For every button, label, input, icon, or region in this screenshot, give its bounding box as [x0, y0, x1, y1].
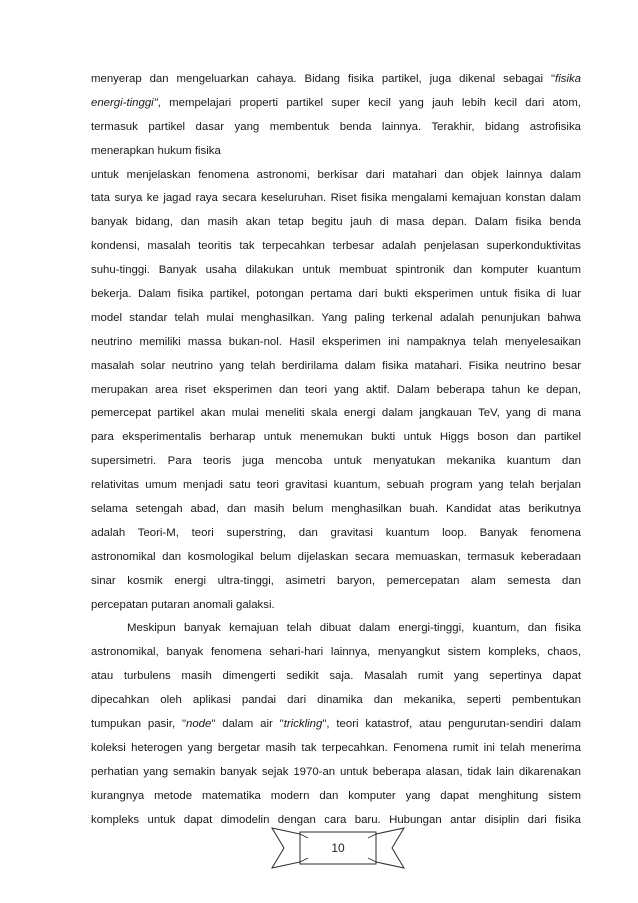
text-run: " dalam air " — [211, 718, 284, 731]
text-line — [91, 116, 581, 140]
text-run: menyerap dan mengeluarkan cahaya. Bidang fisika partikel, juga dikenal sebagai " — [91, 73, 556, 85]
text-line — [91, 570, 581, 594]
text-run: perhatian yang semakin banyak sejak 1970-an untuk beberapa alasan, tidak lain dikarenakan — [91, 765, 581, 778]
text-line — [91, 283, 581, 307]
text-line — [91, 689, 581, 713]
text-line — [91, 785, 581, 809]
text-line — [91, 546, 581, 570]
text-run: banyak bidang, dan masih akan tetap begitu jauh di masa depan. Dalam fisika benda — [91, 216, 581, 229]
text-line — [91, 68, 581, 92]
text-run: bekerja. Dalam fisika partikel, potongan pertama dari bukti eksperimen untuk fisika di luar — [91, 288, 581, 301]
page-footer — [0, 826, 638, 870]
text-line — [91, 617, 581, 641]
text-run: menerapkan hukum fisika — [91, 144, 221, 157]
text-run: atau turbulens masih dimengerti sedikit saja. Masalah rumit yang sepertinya dapat — [91, 670, 581, 683]
text-line — [91, 164, 581, 188]
text-run: neutrino memiliki massa bukan-nol. Hasil eksperimen ini nampaknya telah menyelesaikan — [91, 335, 581, 348]
text-run: astronomikal dan kosmologikal belum dijelaskan secara memuaskan, termasuk keberadaan — [91, 550, 581, 563]
text-line — [91, 211, 581, 235]
text-line — [91, 355, 581, 379]
text-line — [91, 737, 581, 761]
text-line — [91, 594, 581, 618]
text-run: sinar kosmik energi ultra-tinggi, asimetri baryon, pemercepatan alam semesta dan — [91, 574, 581, 587]
text-run: kompleks untuk dapat dimodelin dengan cara baru. Hubungan antar disiplin dari fisika — [91, 813, 581, 826]
text-line — [91, 187, 581, 211]
italic-text: fisika — [555, 73, 581, 85]
text-run: tumpukan pasir, " — [91, 718, 187, 731]
text-run: para eksperimentalis berharap untuk menemukan bukti untuk Higgs boson dan partikel — [91, 431, 581, 444]
text-line — [91, 307, 581, 331]
text-run: percepatan putaran anomali galaksi. — [91, 598, 275, 611]
text-line — [91, 402, 581, 426]
text-run: untuk menjelaskan fenomena astronomi, berkisar dari matahari dan objek lainnya dalam — [91, 168, 581, 181]
italic-text: energi-tinggi" — [91, 96, 158, 109]
text-line — [91, 235, 581, 259]
text-line — [91, 498, 581, 522]
text-line — [91, 331, 581, 355]
text-run: adalah Teori-M, teori superstring, dan gravitasi kuantum loop. Banyak fenomena — [91, 526, 581, 539]
text-run: selama setengah abad, dan masih belum menghasilkan buah. Kandidat atas berikutnya — [91, 503, 581, 516]
text-run: astronomikal, banyak fenomena sehari-hari lainnya, menyangkut sistem kompleks, chaos, — [91, 646, 581, 659]
text-line — [91, 713, 581, 737]
text-run: ", teori katastrof, atau pengurutan-sendiri dalam — [322, 718, 581, 731]
text-run: suhu-tinggi. Banyak usaha dilakukan untuk membuat spintronik dan komputer kuantum — [91, 264, 581, 277]
text-line — [91, 259, 581, 283]
text-line — [91, 92, 581, 116]
page-number: 10 — [331, 841, 345, 855]
text-line — [91, 641, 581, 665]
text-line — [91, 450, 581, 474]
text-run: masalah solar neutrino yang telah berdirilama dalam fisika matahari. Fisika neutrino besar — [91, 359, 581, 372]
text-run: Meskipun banyak kemajuan telah dibuat dalam energi-tinggi, kuantum, dan fisika — [127, 622, 581, 635]
text-run: koleksi heterogen yang bergetar masih tak terpecahkan. Fenomena rumit ini telah menerima — [91, 741, 581, 754]
text-line — [91, 522, 581, 546]
text-line — [91, 474, 581, 498]
text-run: supersimetri. Para teoris juga mencoba untuk menyatukan mekanika kuantum dan — [91, 455, 581, 468]
text-line — [91, 140, 581, 164]
text-run: pemercepat partikel akan mulai meneliti skala energi dalam jangkauan TeV, yang di mana — [91, 407, 581, 420]
text-run: model standar telah mulai menghasilkan. Yang paling terkenal adalah penunjukan bahwa — [91, 311, 581, 324]
italic-text: trickling — [283, 718, 323, 731]
text-line — [91, 665, 581, 689]
text-run: , mempelajari properti partikel super kecil yang jauh lebih kecil dari atom, — [157, 96, 581, 109]
text-run: relativitas umum menjadi satu teori gravitasi kuantum, sebuah program yang telah berjalan — [91, 479, 581, 492]
text-line — [91, 761, 581, 785]
text-run: termasuk partikel dasar yang membentuk benda lainnya. Terakhir, bidang astrofisika — [91, 120, 581, 133]
text-run: merupakan area riset eksperimen dan teori yang aktif. Dalam beberapa tahun ke depan, — [91, 383, 581, 396]
text-line — [91, 379, 581, 403]
text-run: tata surya ke jagad raya secara keseluruhan. Riset fisika mengalami kemajuan konstan dalam — [91, 192, 581, 205]
italic-text: node — [186, 718, 212, 731]
text-line — [91, 426, 581, 450]
body-text — [91, 68, 581, 833]
text-run: kondensi, masalah teoritis tak terpecahkan terbesar adalah penjelasan superkonduktivitas — [91, 240, 581, 253]
text-run: kurangnya metode matematika modern dan komputer yang dapat menghitung sistem — [91, 789, 581, 802]
text-run: dipecahkan oleh aplikasi pandai dari dinamika dan mekanika, seperti pembentukan — [91, 694, 581, 707]
